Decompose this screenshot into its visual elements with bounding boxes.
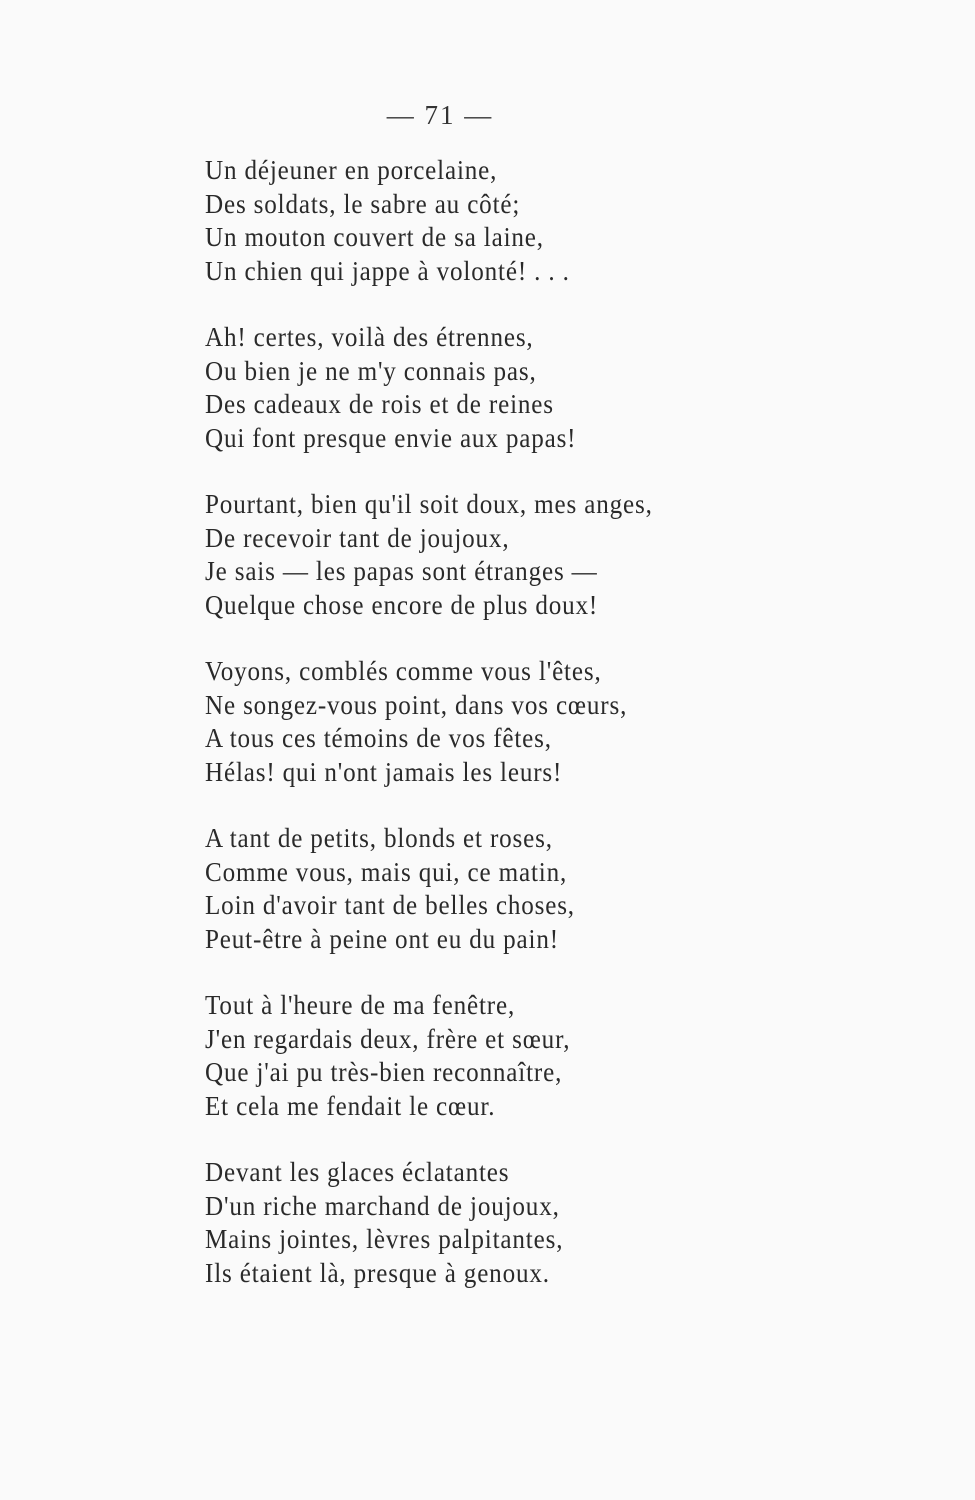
verse-line: Loin d'avoir tant de belles choses, [205,890,575,920]
stanza [205,822,805,956]
stanza [205,989,805,1123]
stanza [205,488,805,622]
stanza [205,1156,805,1290]
poem [205,154,805,1323]
verse-line: A tous ces témoins de vos fêtes, [205,723,552,753]
page-number: — 71 — [386,100,494,130]
verse-line: Un mouton couvert de sa laine, [205,222,544,252]
verse-line: Tout à l'heure de ma fenêtre, [205,990,516,1020]
verse-line: Et cela me fendait le cœur. [205,1090,496,1121]
verse-line: Quelque chose encore de plus doux! [205,589,599,620]
verse-line: D'un riche marchand de joujoux, [205,1190,560,1221]
stanza [205,154,805,288]
verse-line: Hélas! qui n'ont jamais les leurs! [205,756,563,787]
verse-line: Mains jointes, lèvres palpitantes, [205,1224,564,1254]
verse-line: Des soldats, le sabre au côté; [205,188,521,219]
verse-line: Comme vous, mais qui, ce matin, [205,856,568,887]
verse-line: Peut-être à peine ont eu du pain! [205,923,559,954]
verse-line: J'en regardais deux, frère et sœur, [205,1023,571,1054]
verse-line: Ils étaient là, presque à genoux. [205,1257,550,1288]
stanza [205,321,805,455]
verse-line: Voyons, comblés comme vous l'êtes, [205,656,602,686]
verse-line: A tant de petits, blonds et roses, [205,823,553,853]
verse-line: Des cadeaux de rois et de reines [205,389,554,419]
verse-line: Ah! certes, voilà des étrennes, [205,322,534,352]
verse-line: De recevoir tant de joujoux, [205,522,510,553]
stanza [205,655,805,789]
verse-line: Que j'ai pu très-bien reconnaître, [205,1057,563,1087]
verse-line: Ne songez-vous point, dans vos cœurs, [205,689,628,720]
verse-line: Devant les glaces éclatantes [205,1157,510,1187]
verse-line: Qui font presque envie aux papas! [205,422,577,453]
verse-line: Ou bien je ne m'y connais pas, [205,355,537,386]
verse-line: Pourtant, bien qu'il soit doux, mes anges, [205,489,653,519]
verse-line: Un déjeuner en porcelaine, [205,155,498,185]
verse-line: Un chien qui jappe à volonté! . . . [205,255,570,286]
verse-line: Je sais — les papas sont étranges — [205,556,598,586]
